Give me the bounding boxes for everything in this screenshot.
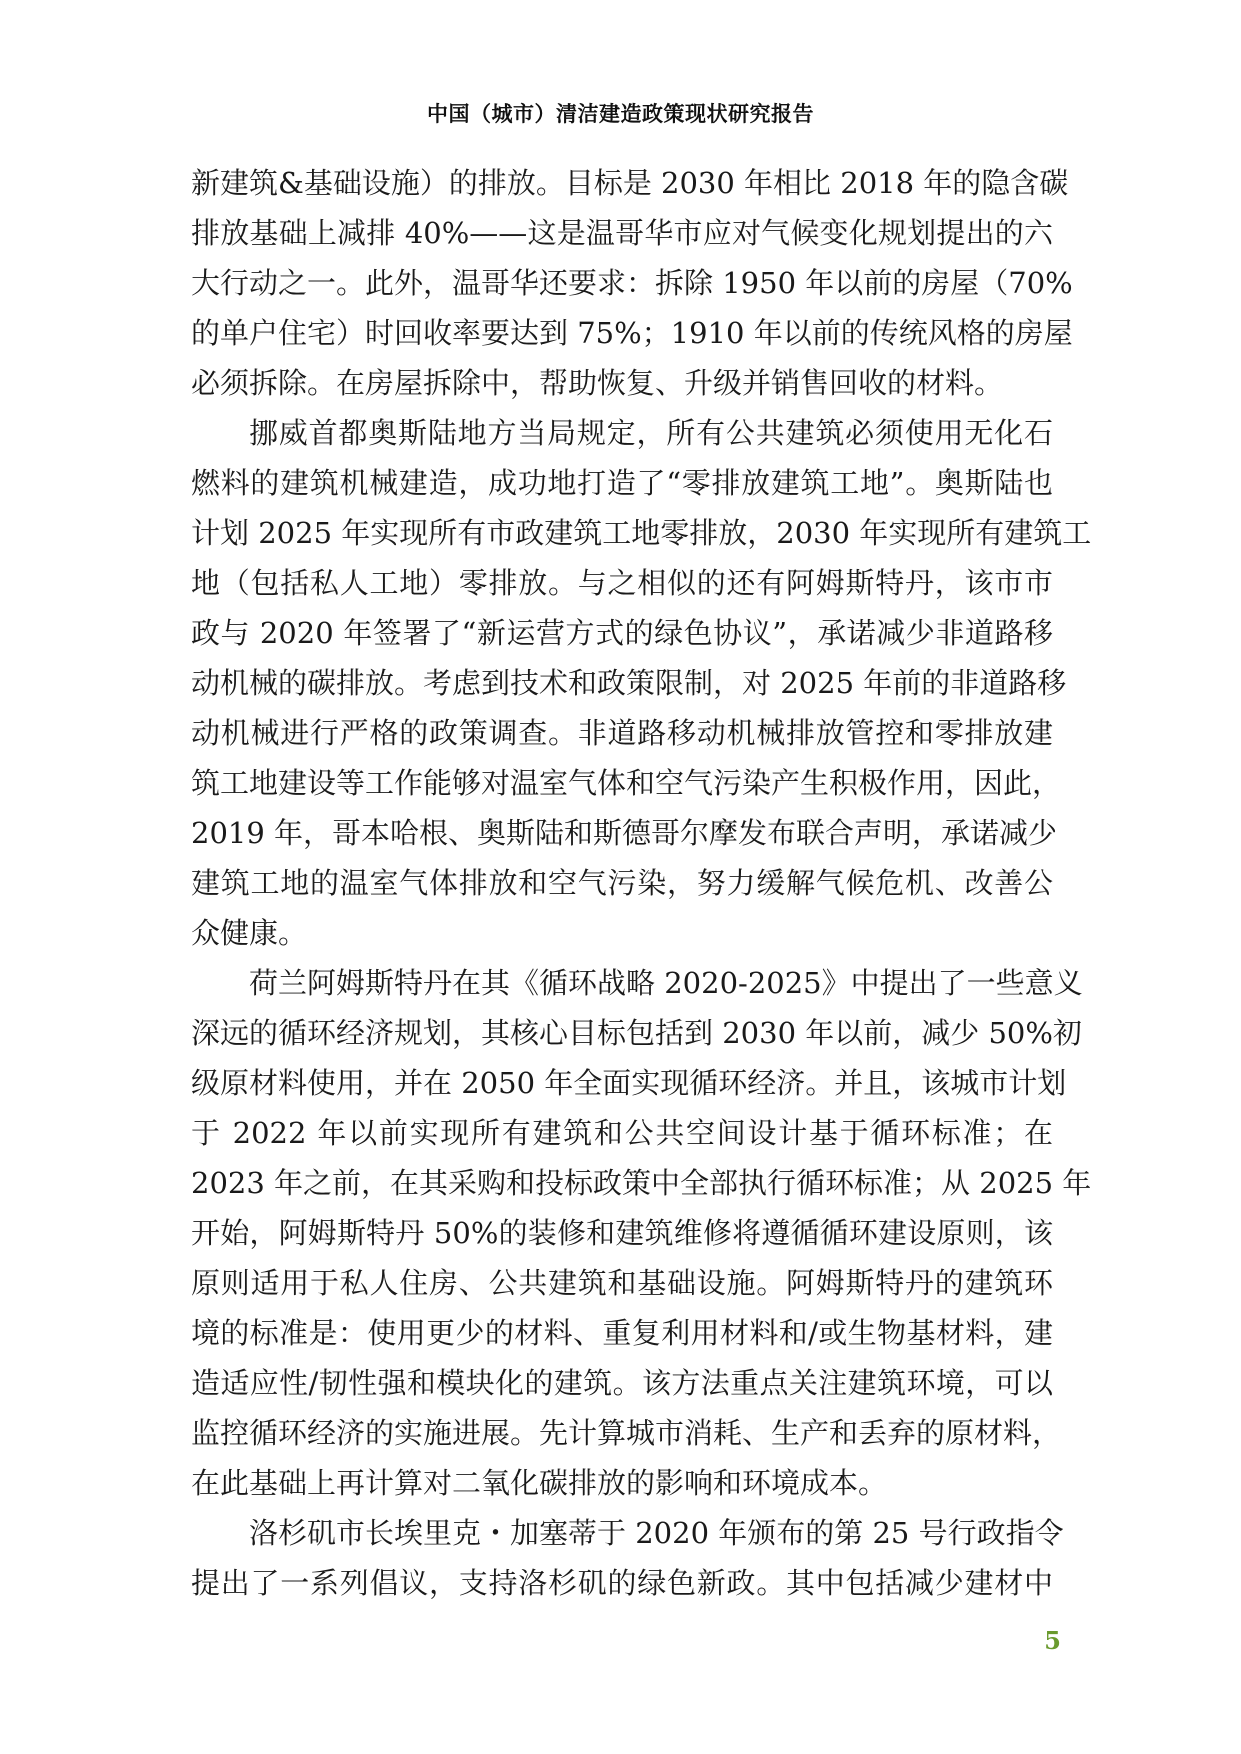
text-line: 深远的循环经济规划，其核心目标包括到 2030 年以前，减少 50%初	[191, 1016, 1082, 1050]
text-line: 的单户住宅）时回收率要达到 75%；1910 年以前的传统风格的房屋	[191, 316, 1073, 350]
text-line: 政与 2020 年签署了“新运营方式的绿色协议”，承诺减少非道路移	[191, 616, 1053, 650]
text-line: 原则适用于私人住房、公共建筑和基础设施。阿姆斯特丹的建筑环	[191, 1266, 1053, 1300]
text-line: 动机械的碳排放。考虑到技术和政策限制，对 2025 年前的非道路移	[191, 666, 1067, 700]
text-line: 造适应性/韧性强和模块化的建筑。该方法重点关注建筑环境，可以	[191, 1366, 1053, 1400]
text-line: 大行动之一。此外，温哥华还要求：拆除 1950 年以前的房屋（70%	[191, 266, 1073, 300]
text-line: 动机械进行严格的政策调查。非道路移动机械排放管控和零排放建	[191, 716, 1053, 750]
paragraph-los-angeles	[191, 1508, 1064, 1608]
text-line: 新建筑&基础设施）的排放。目标是 2030 年相比 2018 年的隐含碳	[191, 166, 1069, 200]
text-line: 荷兰阿姆斯特丹在其《循环战略 2020-2025》中提出了一些意义	[249, 966, 1083, 1000]
text-line: 在此基础上再计算对二氧化碳排放的影响和环境成本。	[191, 1466, 888, 1500]
text-line: 2023 年之前，在其采购和投标政策中全部执行循环标准；从 2025 年	[191, 1166, 1092, 1200]
text-line: 排放基础上减排 40%——这是温哥华市应对气候变化规划提出的六	[191, 216, 1053, 250]
text-line: 于 2022 年以前实现所有建筑和公共空间设计基于循环标准；在	[191, 1116, 1053, 1150]
paragraph-amsterdam	[191, 958, 1092, 1508]
text-line: 筑工地建设等工作能够对温室气体和空气污染产生积极作用，因此，	[191, 766, 1062, 800]
text-line: 监控循环经济的实施进展。先计算城市消耗、生产和丢弃的原材料，	[191, 1416, 1062, 1450]
paragraph-oslo	[191, 408, 1092, 958]
page-number: 5	[1044, 1626, 1061, 1655]
text-line: 提出了一系列倡议，支持洛杉矶的绿色新政。其中包括减少建材中	[191, 1566, 1053, 1600]
text-line: 级原材料使用，并在 2050 年全面实现循环经济。并且，该城市计划	[191, 1066, 1067, 1100]
text-line: 开始，阿姆斯特丹 50%的装修和建筑维修将遵循循环建设原则，该	[191, 1216, 1053, 1250]
text-line: 洛杉矶市长埃里克・加塞蒂于 2020 年颁布的第 25 号行政指令	[249, 1516, 1064, 1550]
text-line: 地（包括私人工地）零排放。与之相似的还有阿姆斯特丹，该市市	[191, 566, 1053, 600]
running-header-title: 中国（城市）清洁建造政策现状研究报告	[427, 102, 814, 126]
text-line: 2019 年，哥本哈根、奥斯陆和斯德哥尔摩发布联合声明，承诺减少	[191, 816, 1058, 850]
text-line: 众健康。	[191, 916, 308, 950]
text-line: 必须拆除。在房屋拆除中，帮助恢复、升级并销售回收的材料。	[191, 366, 1004, 400]
text-line: 挪威首都奥斯陆地方当局规定，所有公共建筑必须使用无化石	[249, 416, 1053, 450]
body-text	[191, 158, 1092, 1608]
text-line: 境的标准是：使用更少的材料、重复利用材料和/或生物基材料，建	[191, 1316, 1053, 1350]
text-line: 燃料的建筑机械建造，成功地打造了“零排放建筑工地”。奥斯陆也	[191, 466, 1053, 500]
text-line: 建筑工地的温室气体排放和空气污染，努力缓解气候危机、改善公	[191, 866, 1053, 900]
paragraph-vancouver	[191, 158, 1073, 408]
text-line: 计划 2025 年实现所有市政建筑工地零排放，2030 年实现所有建筑工	[191, 516, 1092, 550]
